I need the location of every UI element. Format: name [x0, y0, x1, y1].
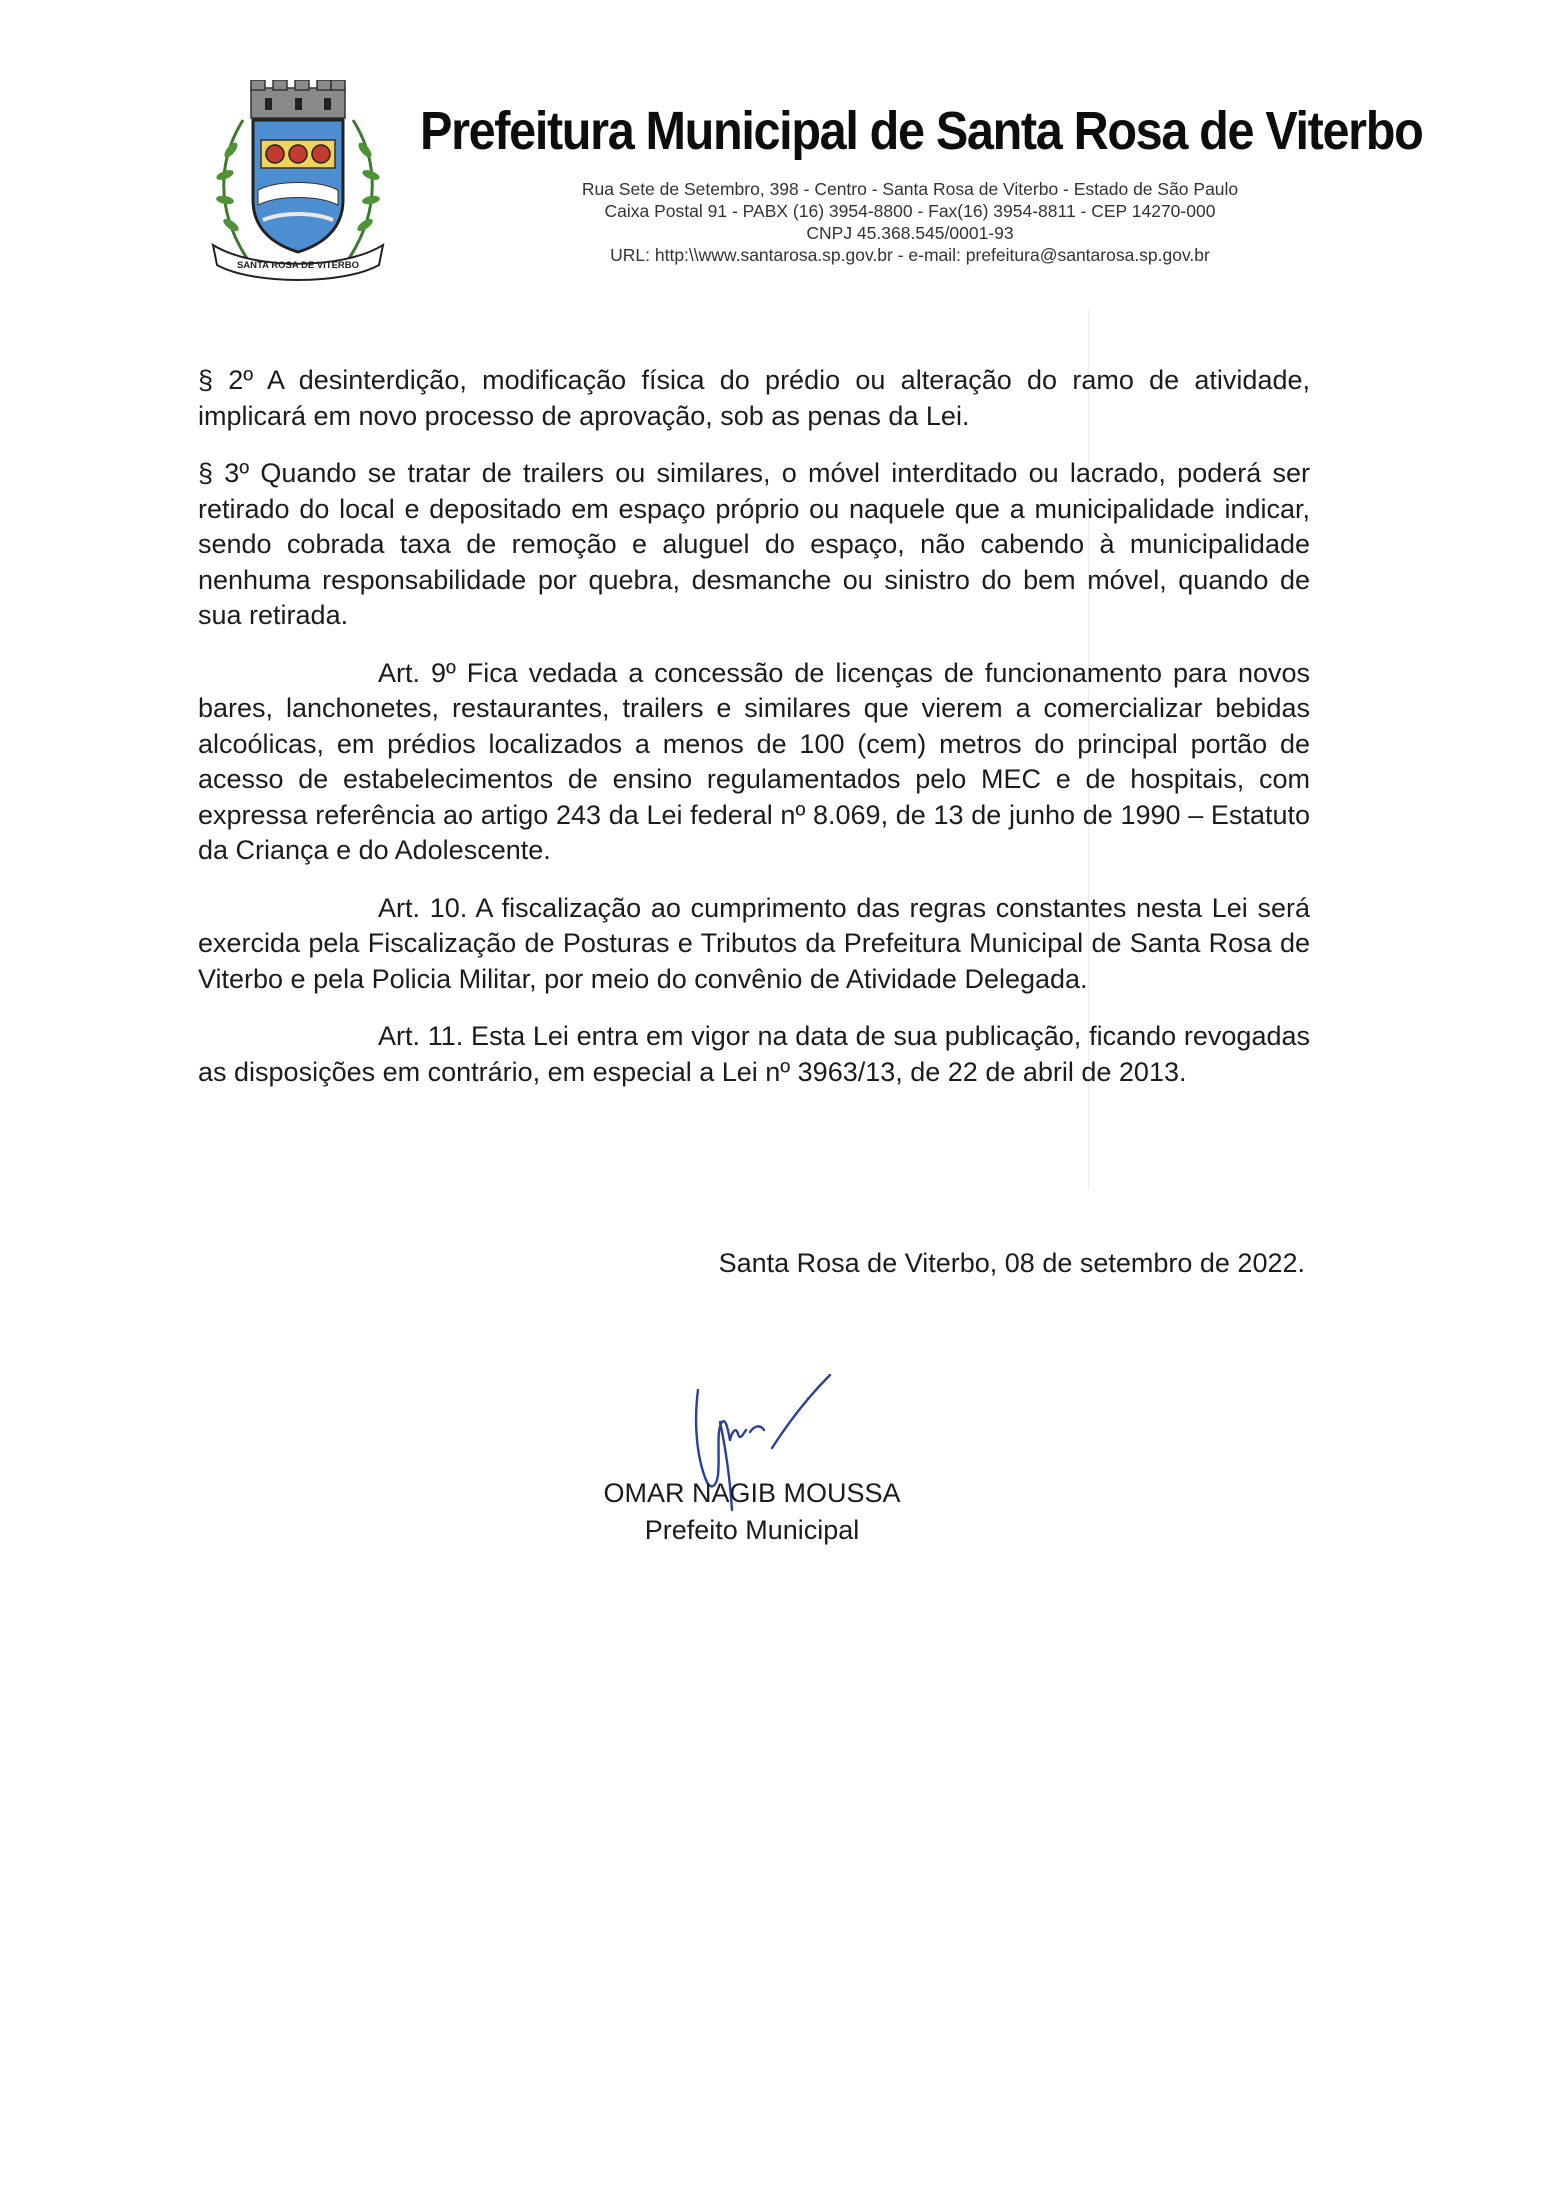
- signatory-name: OMAR NAGIB MOUSSA: [603, 1478, 901, 1508]
- letterhead-contact-block: [500, 178, 1320, 266]
- signatory-role: Prefeito Municipal: [644, 1515, 860, 1545]
- article-10: Art. 10. A fiscalização ao cumprimento das regras constantes nesta Lei será exercida pela Fiscalização de Posturas e Tributos da Prefeitura Municipal de Santa Rosa de Viterbo e pela Policia Militar, por meio do convênio de Atividade Delegada.: [198, 892, 1310, 994]
- law-body-text: [198, 363, 1310, 1112]
- organization-title: Prefeitura Municipal de Santa Rosa de Viterbo: [420, 101, 1423, 161]
- article-11: Art. 11. Esta Lei entra em vigor na data de sua publicação, ficando revogadas as disposições em contrário, em especial a Lei nº 3963/13, de 22 de abril de 2013.: [198, 1021, 1310, 1087]
- address-line: Rua Sete de Setembro, 398 - Centro - Santa Rosa de Viterbo - Estado de São Paulo: [581, 179, 1239, 199]
- cnpj-line: CNPJ 45.368.545/0001-93: [806, 223, 1014, 243]
- crest-ribbon-motto: SANTA ROSA DE VITERBO: [236, 260, 360, 271]
- paragraph-3: § 3º Quando se tratar de trailers ou similares, o móvel interditado ou lacrado, poderá ser retirado do local e depositado em espaço próprio ou naquele que a municipalidade indicar, sendo cobrada taxa de remoção e aluguel do espaço, não cabendo à municipalidade nenhuma responsabilidade por quebra, desmanche ou sinistro do bem móvel, quando de sua retirada.: [198, 458, 1310, 630]
- municipal-coat-of-arms: [203, 80, 393, 290]
- phone-line: Caixa Postal 91 - PABX (16) 3954-8800 - Fax(16) 3954-8811 - CEP 14270-000: [604, 201, 1216, 221]
- paragraph-2: § 2º A desinterdição, modificação física do prédio ou alteração do ramo de atividade, implicará em novo processo de aprovação, sob as penas da Lei.: [198, 365, 1310, 431]
- web-email-line: URL: http:\\www.santarosa.sp.gov.br - e-mail: prefeitura@santarosa.sp.gov.br: [610, 245, 1210, 265]
- place-and-date: Santa Rosa de Viterbo, 08 de setembro de 2022.: [718, 1248, 1305, 1278]
- article-9: Art. 9º Fica vedada a concessão de licenças de funcionamento para novos bares, lanchonetes, restaurantes, trailers e similares que vierem a comercializar bebidas alcoólicas, em prédios localizados a menos de 100 (cem) metros do principal portão de acesso de estabelecimentos de ensino regulamentados pelo MEC e de hospitais, com expressa referência ao artigo 243 da Lei federal nº 8.069, de 13 de junho de 1990 – Estatuto da Criança e do Adolescente.: [198, 657, 1310, 865]
